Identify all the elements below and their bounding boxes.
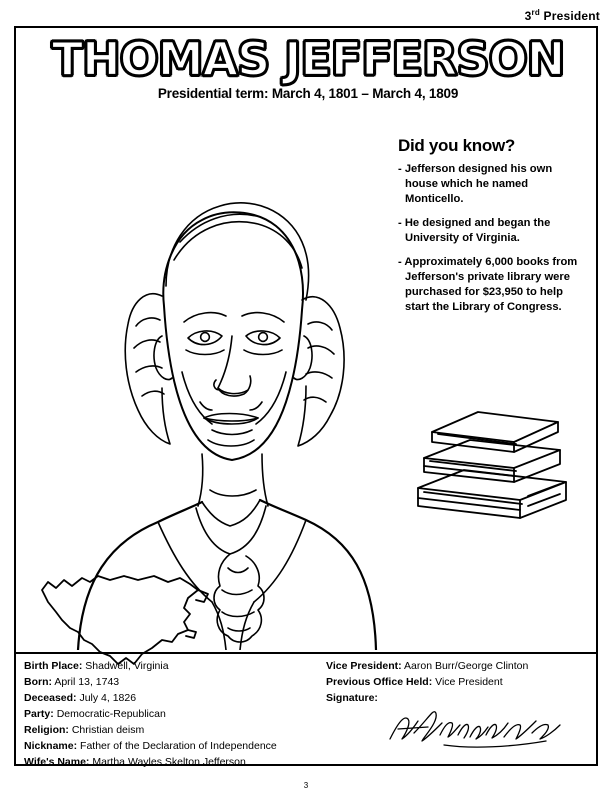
fact-nickname: [24, 739, 324, 755]
fact-label: Party:: [24, 707, 54, 720]
did-you-know-item: - Jefferson designed his own house which he named Monticello.: [398, 163, 553, 205]
page-number: 3: [303, 781, 309, 790]
fact-value: Vice President: [435, 675, 503, 688]
did-you-know-heading: Did you know?: [398, 136, 515, 155]
facts-panel: [16, 652, 596, 768]
presidential-term: Presidential term: March 4, 1801 – March 4, 1809: [157, 86, 459, 101]
fact-label: Nickname:: [24, 739, 78, 752]
fact-value: Martha Wayles Skelton Jefferson: [92, 755, 246, 768]
fact-previous-office: [326, 675, 590, 691]
fact-birth-place: [24, 659, 324, 675]
fact-label: Born:: [24, 675, 52, 688]
president-word: President: [543, 9, 600, 23]
fact-value: Christian deism: [71, 723, 145, 736]
page-frame: [14, 26, 598, 766]
facts-right-column: [326, 659, 590, 707]
fact-value: April 13, 1743: [54, 675, 120, 688]
did-you-know-item: - He designed and began the University of Virginia.: [398, 217, 551, 244]
fact-vice-president: [326, 659, 590, 675]
title-block: [16, 32, 600, 101]
fact-religion: [24, 723, 324, 739]
fact-value: Democratic-Republican: [56, 707, 166, 720]
fact-value: Father of the Declaration of Independence: [80, 739, 277, 752]
fact-label: Signature:: [326, 691, 378, 704]
fact-label: Vice President:: [326, 660, 402, 672]
fact-wifes-name: [24, 755, 324, 771]
books-illustration: [408, 396, 578, 536]
fact-party: [24, 707, 324, 723]
page-title: THOMAS JEFFERSON: [51, 32, 565, 86]
fact-value: Aaron Burr/George Clinton: [404, 660, 529, 672]
facts-left-column: [24, 659, 324, 771]
fact-label: Previous Office Held:: [326, 675, 433, 688]
did-you-know-box: [398, 136, 586, 324]
fact-deceased: [24, 691, 324, 707]
fact-label: Wife's Name:: [24, 755, 90, 768]
fact-label: Deceased:: [24, 691, 77, 704]
president-ordinal-label: [525, 8, 600, 23]
fact-label: Religion:: [24, 723, 69, 736]
fact-born: [24, 675, 324, 691]
did-you-know-item: - Approximately 6,000 books from Jefferson's private library were purchased for $23,950 to help start the Library of Congress.: [398, 256, 578, 313]
fact-value: July 4, 1826: [79, 691, 137, 704]
president-ordinal-suffix: rd: [531, 8, 540, 17]
signature-image: [384, 705, 564, 753]
fact-value: Shadwell, Virginia: [85, 660, 169, 672]
fact-label: Birth Place:: [24, 660, 83, 672]
president-ordinal-number: 3: [524, 9, 532, 23]
